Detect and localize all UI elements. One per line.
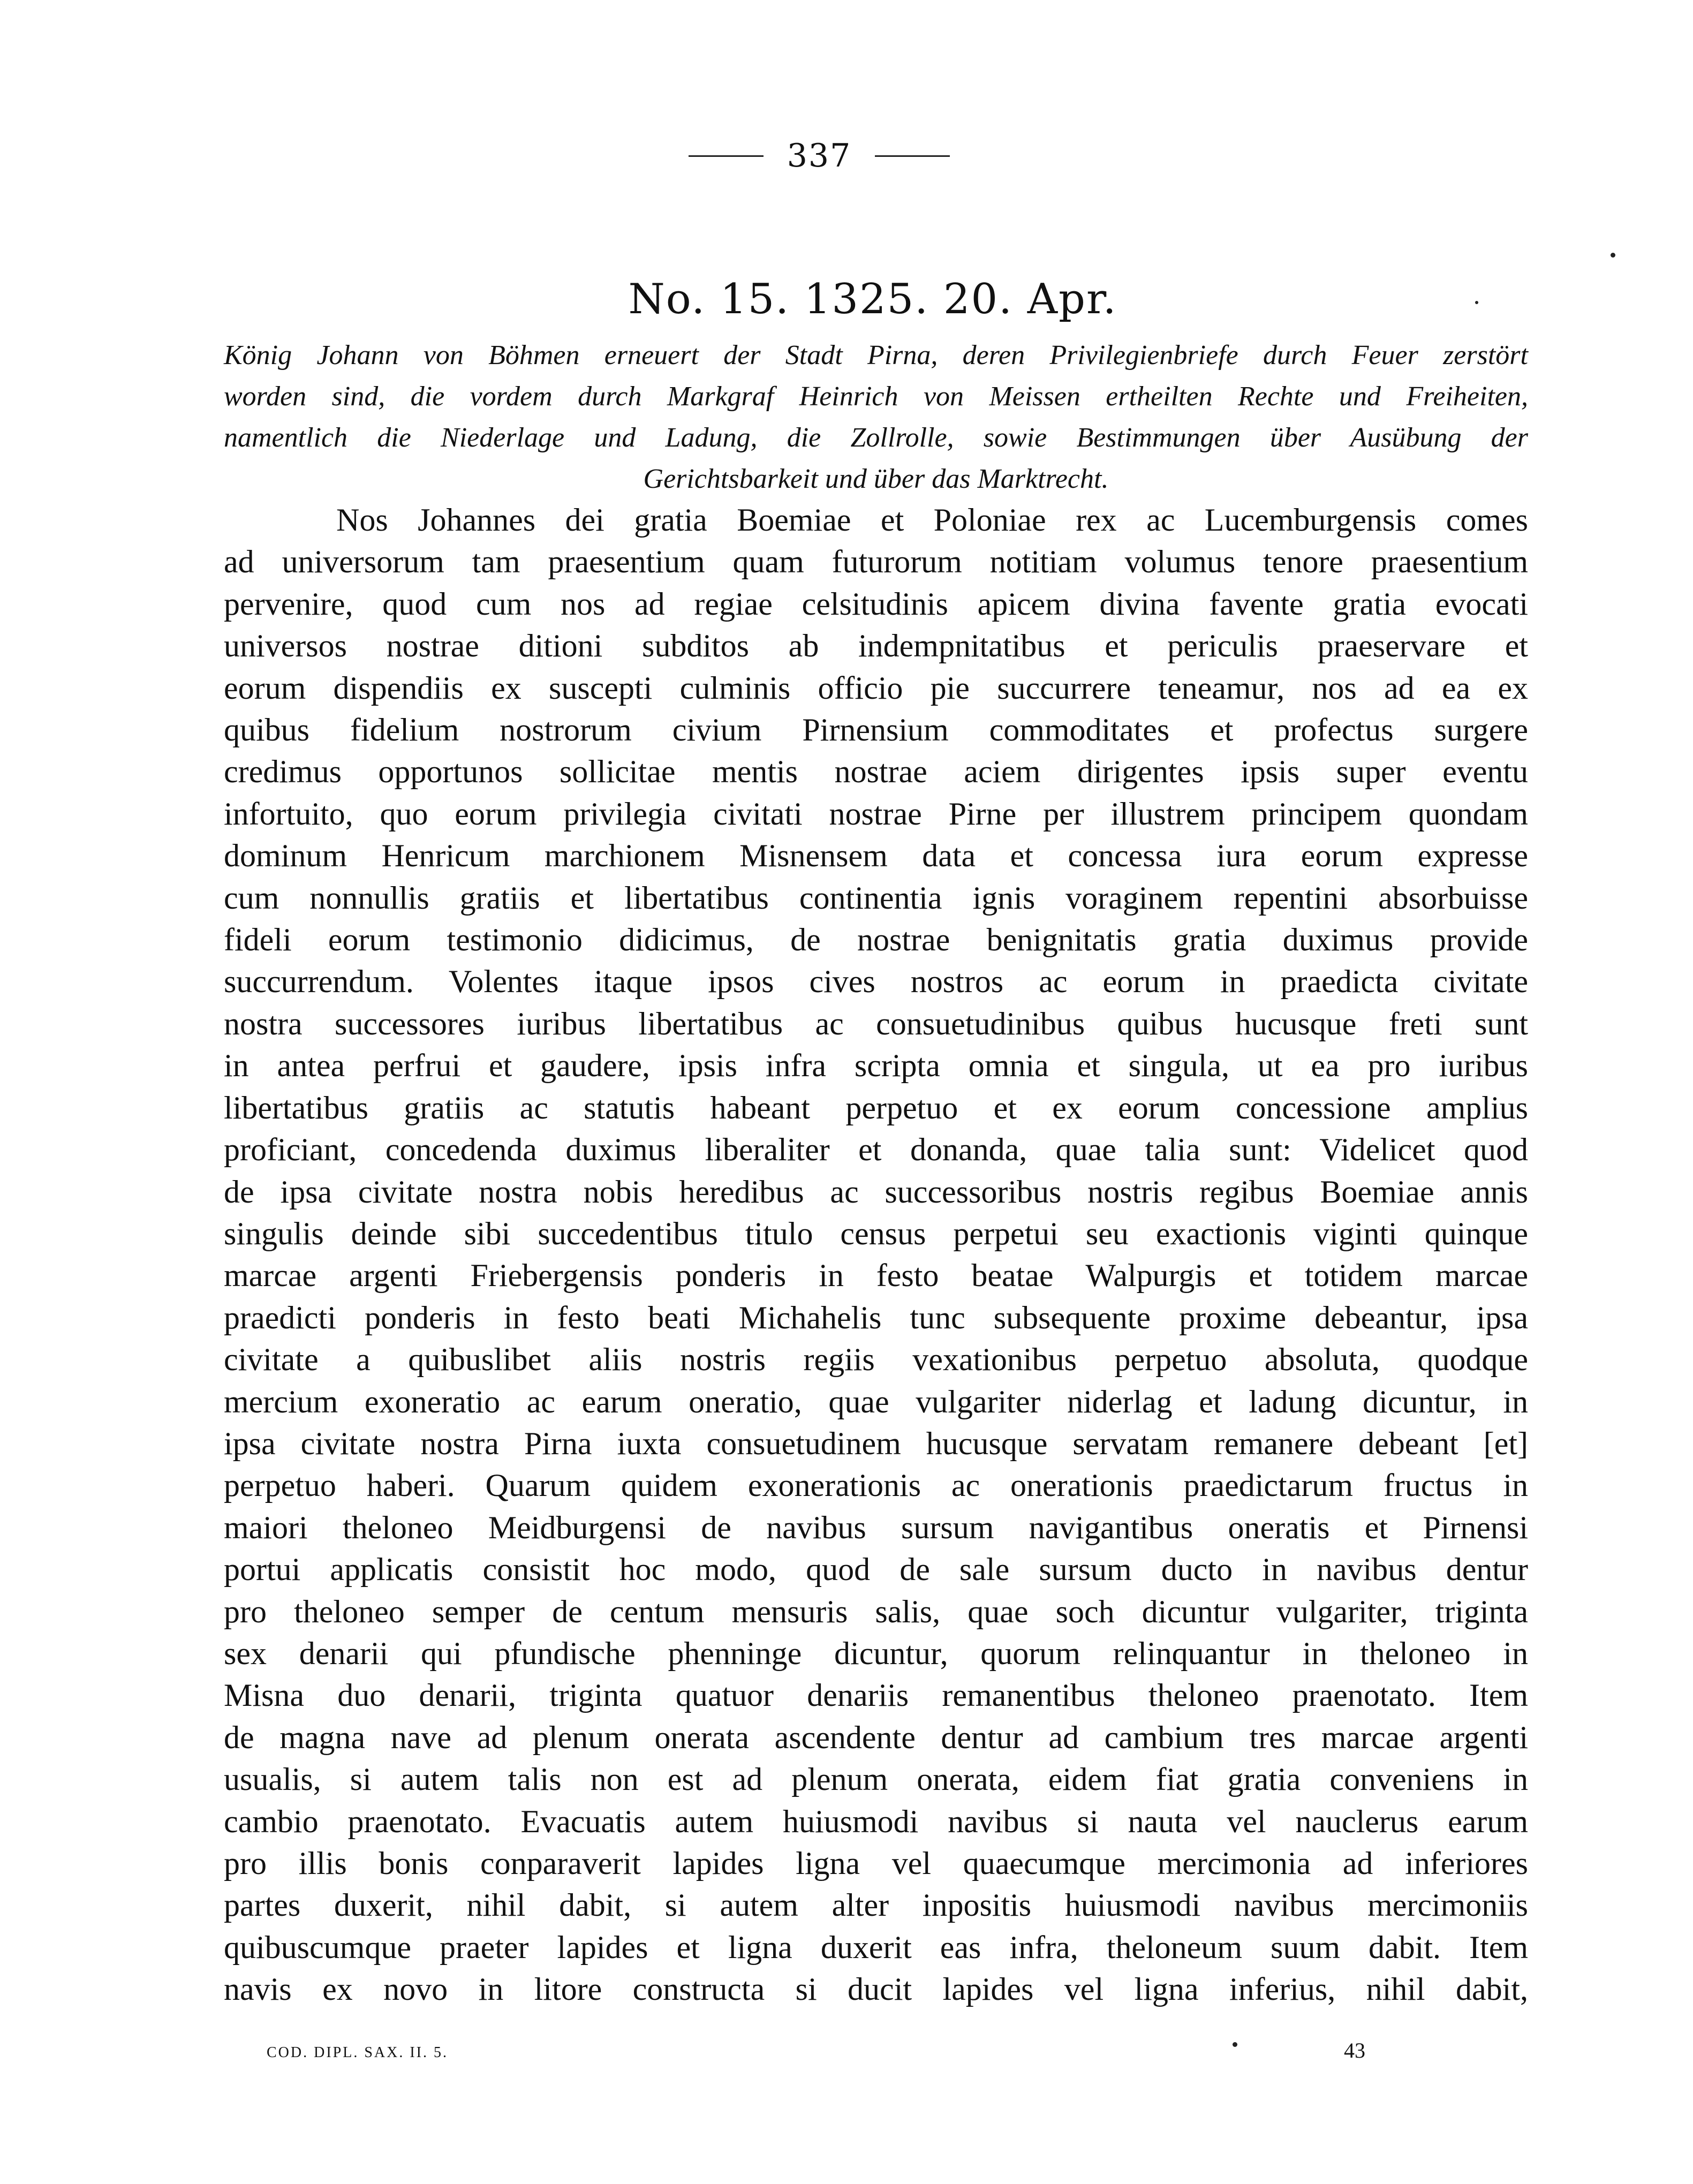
text-line: universos nostrae ditioni subditos ab indempnitatibus et periculis praeservare et: [224, 628, 1528, 664]
text-line: praedicti ponderis in festo beati Michahelis tunc subsequente proxime debeantur, ipsa: [224, 1299, 1528, 1335]
regest-line: worden sind, die vordem durch Markgraf Heinrich von Meissen ertheilten Rechte und Freiheiten,: [224, 381, 1528, 412]
text-line: pro illis bonis conparaverit lapides ligna vel quaecumque mercimonia ad inferiores: [224, 1846, 1528, 1881]
text-line: perpetuo haberi. Quarum quidem exonerationis ac onerationis praedictarum fructus in: [224, 1468, 1528, 1503]
text-line: mercium exoneratio ac earum oneratio, quae vulgariter niderlag et ladung dicuntur, in: [224, 1384, 1528, 1419]
text-line: quibuscumque praeter lapides et ligna duxerit eas infra, theloneum suum dabit. Item: [224, 1929, 1528, 1965]
text-line: navis ex novo in litore constructa si ducit lapides vel ligna inferius, nihil dabit,: [224, 1971, 1528, 2007]
text-line: de magna nave ad plenum onerata ascendente dentur ad cambium tres marcae argenti: [224, 1719, 1528, 1755]
page-number: 337: [787, 137, 852, 175]
regest-line: namentlich die Niederlage und Ladung, die Zollrolle, sowie Bestimmungen über Ausübung der: [224, 422, 1528, 453]
regest-line: Gerichtsbarkeit und über das Marktrecht.: [643, 464, 1109, 494]
signature-mark: COD. DIPL. SAX. II. 5.: [267, 2044, 448, 2061]
text-line: eorum dispendiis ex suscepti culminis officio pie succurrere teneamur, nos ad ea ex: [224, 670, 1528, 706]
text-line: ipsa civitate nostra Pirna iuxta consuetudinem hucusque servatam remanere debeant [et]: [224, 1425, 1528, 1461]
text-line: nostra successores iuribus libertatibus ac consuetudinibus quibus hucusque freti sunt: [224, 1006, 1528, 1041]
text-line: succurrendum. Volentes itaque ipsos cives nostros ac eorum in praedicta civitate: [224, 964, 1528, 1000]
print-speck: [1233, 2042, 1237, 2047]
text-line: cum nonnullis gratiis et libertatibus continentia ignis voraginem repentini absorbuisse: [224, 880, 1528, 916]
text-line: proficiant, concedenda duximus liberaliter et donanda, quae talia sunt: Videlicet quod: [224, 1132, 1528, 1168]
page-header: [578, 132, 1060, 180]
regest: [224, 335, 1528, 500]
text-line: sex denarii qui pfundische phenninge dicuntur, quorum relinquantur in theloneo in: [224, 1635, 1528, 1671]
text-line: partes duxerit, nihil dabit, si autem alter inpositis huiusmodi navibus mercimoniis: [224, 1887, 1528, 1923]
text-line: maiori theloneo Meidburgensi de navibus sursum navigantibus oneratis et Pirnensi: [224, 1509, 1528, 1545]
text-line: Nos Johannes dei gratia Boemiae et Poloniae rex ac Lucemburgensis comes: [336, 502, 1528, 538]
text-line: usualis, si autem talis non est ad plenum onerata, eidem fiat gratia conveniens in: [224, 1762, 1528, 1797]
text-line: Misna duo denarii, triginta quatuor denariis remanentibus theloneo praenotato. Item: [224, 1677, 1528, 1713]
text-line: portui applicatis consistit hoc modo, quod de sale sursum ducto in navibus dentur: [224, 1552, 1528, 1588]
text-line: infortuito, quo eorum privilegia civitati nostrae Pirne per illustrem principem quondam: [224, 796, 1528, 832]
text-line: dominum Henricum marchionem Misnensem data et concessa iura eorum expresse: [224, 838, 1528, 874]
text-line: de ipsa civitate nostra nobis heredibus ac successoribus nostris regibus Boemiae annis: [224, 1174, 1528, 1210]
text-line: credimus opportunos sollicitae mentis nostrae aciem dirigentes ipsis super eventu: [224, 754, 1528, 790]
text-line: fideli eorum testimonio didicimus, de nostrae benignitatis gratia duximus provide: [224, 922, 1528, 958]
text-line: pervenire, quod cum nos ad regiae celsitudinis apicem divina favente gratia evocati: [224, 586, 1528, 622]
regest-line: König Johann von Böhmen erneuert der Stadt Pirna, deren Privilegienbriefe durch Feuer zerstört: [224, 340, 1528, 371]
header-dash-left: [689, 155, 764, 157]
text-line: quibus fidelium nostrorum civium Pirnensium commoditates et profectus surgere: [224, 712, 1528, 748]
charter-text: [224, 499, 1528, 2011]
print-speck: [1611, 253, 1615, 258]
text-line: civitate a quibuslibet aliis nostris regiis vexationibus perpetuo absoluta, quodque: [224, 1342, 1528, 1378]
document-heading: No. 15. 1325. 20. Apr.: [628, 275, 1117, 323]
text-line: marcae argenti Friebergensis ponderis in festo beatae Walpurgis et totidem marcae: [224, 1258, 1528, 1294]
text-line: in antea perfrui et gaudere, ipsis infra scripta omnia et singula, ut ea pro iuribus: [224, 1048, 1528, 1084]
text-line: libertatibus gratiis ac statutis habeant perpetuo et ex eorum concessione amplius: [224, 1090, 1528, 1125]
text-line: pro theloneo semper de centum mensuris salis, quae soch dicuntur vulgariter, triginta: [224, 1593, 1528, 1629]
print-speck: [1475, 301, 1478, 304]
header-dash-right: [875, 155, 950, 157]
sheet-number: 43: [1344, 2038, 1365, 2062]
text-line: ad universorum tam praesentium quam futurorum notitiam volumus tenore praesentium: [224, 544, 1528, 580]
text-line: singulis deinde sibi succedentibus titulo census perpetui seu exactionis viginti quinque: [224, 1215, 1528, 1251]
text-line: cambio praenotato. Evacuatis autem huiusmodi navibus si nauta vel nauclerus earum: [224, 1803, 1528, 1839]
